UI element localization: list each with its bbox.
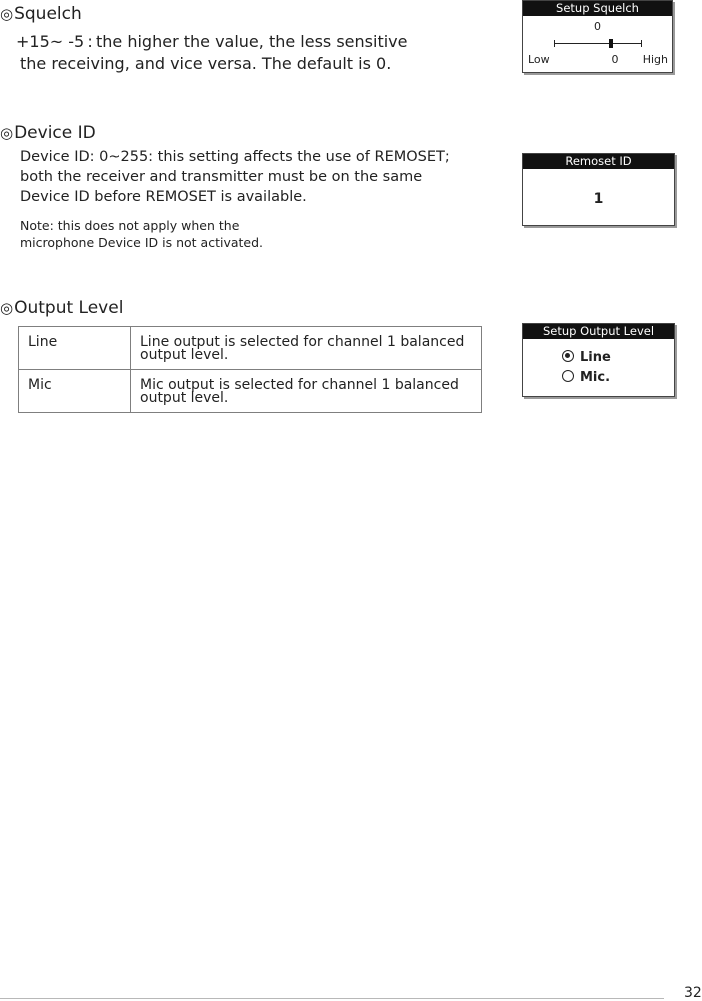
output-level-lcd [522,323,675,397]
page-number: 32 [684,985,702,1001]
squelch-current-value: 0 [611,53,619,66]
radio-unselected-icon [562,370,574,382]
squelch-slider-thumb [609,39,613,48]
output-option-line[interactable]: Line [562,350,611,365]
device-id-heading: ◎Device ID [0,123,96,143]
remoset-id-lcd [522,153,675,226]
table-cell-mode: Line [19,327,131,370]
device-id-note: Note: this does not apply when the microphone Device ID is not activated. [20,218,263,250]
squelch-lcd-top-value: 0 [594,20,601,33]
remoset-id-lcd-title: Remoset ID [523,154,674,169]
squelch-low-label: Low [528,53,550,66]
radio-selected-icon [562,350,574,362]
table-cell-mode: Mic [19,370,131,413]
section-bullet-icon: ◎ [0,124,14,142]
footer-rule [0,998,664,999]
table-row [19,370,482,413]
squelch-slider-end-left [554,40,555,47]
squelch-slider-end-right [641,40,642,47]
squelch-heading: ◎Squelch [0,4,82,24]
output-level-heading: ◎Output Level [0,298,124,318]
table-row [19,327,482,370]
remoset-id-value: 1 [593,191,604,207]
device-id-description: Device ID: 0~255: this setting affects the use of REMOSET; both the receiver and transmitter must be on the same Device ID before REMOSET is available. [20,149,450,205]
squelch-slider-track [554,43,641,44]
section-bullet-icon: ◎ [0,299,14,317]
table-cell-description: Mic output is selected for channel 1 balanced output level. [131,370,482,413]
output-option-mic[interactable]: Mic. [562,370,610,385]
squelch-lcd [522,0,673,73]
output-level-table [18,326,482,413]
squelch-description: +15~ -5 : the higher the value, the less sensitive the receiving, and vice versa. The default is 0. [16,32,408,73]
output-level-lcd-title: Setup Output Level [523,324,674,339]
section-bullet-icon: ◎ [0,5,14,23]
squelch-lcd-title: Setup Squelch [523,1,672,16]
table-cell-description: Line output is selected for channel 1 balanced output level. [131,327,482,370]
squelch-high-label: High [642,53,668,66]
